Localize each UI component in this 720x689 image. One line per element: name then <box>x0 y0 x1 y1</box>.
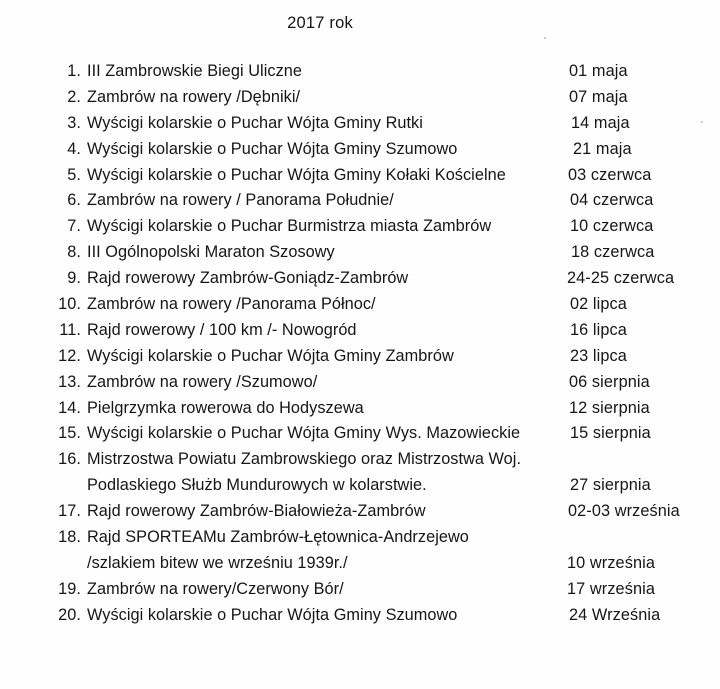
event-line <box>0 577 720 603</box>
event-line <box>0 396 720 422</box>
event-date: 07 maja <box>569 87 628 106</box>
event-item <box>0 525 720 577</box>
event-date: 23 lipca <box>570 346 627 365</box>
event-number: 8. <box>67 243 81 262</box>
event-number: 10. <box>58 295 81 314</box>
event-number: 12. <box>58 346 81 365</box>
event-name: Podlaskiego Służb Mundurowych w kolarstwie. <box>87 476 427 495</box>
event-line <box>0 292 720 318</box>
event-item <box>0 499 720 525</box>
event-item <box>0 59 720 85</box>
event-item <box>0 85 720 111</box>
event-number: 3. <box>67 113 81 132</box>
event-date: 02-03 września <box>568 502 680 521</box>
event-number: 4. <box>67 139 81 158</box>
event-date: 14 maja <box>571 113 630 132</box>
event-date: 17 września <box>567 579 655 598</box>
event-item <box>0 344 720 370</box>
event-date: 15 sierpnia <box>570 424 651 443</box>
event-number: 6. <box>67 191 81 210</box>
event-number: 16. <box>58 450 81 469</box>
event-date: 10 czerwca <box>570 217 654 236</box>
event-number: 14. <box>58 398 81 417</box>
event-line <box>0 344 720 370</box>
event-line <box>0 473 720 499</box>
event-line <box>0 214 720 240</box>
event-date: 10 września <box>567 553 655 572</box>
event-line <box>0 266 720 292</box>
event-name: Wyścigi kolarskie o Puchar Wójta Gminy Szumowo <box>87 605 458 624</box>
event-list <box>0 59 720 629</box>
event-line <box>0 370 720 396</box>
event-name: Wyścigi kolarskie o Puchar Wójta Gminy Kołaki Kościelne <box>87 165 506 184</box>
event-date: 12 sierpnia <box>569 398 650 417</box>
event-line <box>0 551 720 577</box>
event-item <box>0 318 720 344</box>
event-item <box>0 214 720 240</box>
event-line <box>0 111 720 137</box>
event-date: 24 Września <box>569 605 661 624</box>
event-date: 16 lipca <box>570 320 627 339</box>
event-line <box>0 603 720 629</box>
event-item <box>0 240 720 266</box>
event-item <box>0 370 720 396</box>
event-item <box>0 292 720 318</box>
event-number: 7. <box>67 217 81 236</box>
event-date: 03 czerwca <box>568 165 652 184</box>
event-name: Pielgrzymka rowerowa do Hodyszewa <box>87 398 364 417</box>
event-number: 19. <box>58 579 81 598</box>
event-date: 24-25 czerwca <box>567 269 675 288</box>
event-name: Rajd rowerowy Zambrów-Białowieża-Zambrów <box>87 502 426 521</box>
event-date: 02 lipca <box>570 295 627 314</box>
event-number: 18. <box>58 528 81 547</box>
event-line <box>0 85 720 111</box>
event-item <box>0 603 720 629</box>
event-item <box>0 396 720 422</box>
event-line <box>0 447 720 473</box>
event-item <box>0 163 720 189</box>
scan-speck <box>544 37 546 39</box>
event-name: Wyścigi kolarskie o Puchar Wójta Gminy Szumowo <box>87 139 458 158</box>
event-line <box>0 525 720 551</box>
event-number: 9. <box>67 269 81 288</box>
event-number: 20. <box>58 605 81 624</box>
event-name: Wyścigi kolarskie o Puchar Wójta Gminy Rutki <box>87 113 423 132</box>
event-name: III Ogólnopolski Maraton Szosowy <box>87 243 335 262</box>
event-item <box>0 188 720 214</box>
event-name: Rajd rowerowy / 100 km /- Nowogród <box>87 320 357 339</box>
event-name: Rajd rowerowy Zambrów-Goniądz-Zambrów <box>87 269 409 288</box>
event-number: 1. <box>67 62 81 80</box>
event-line <box>0 240 720 266</box>
event-item <box>0 111 720 137</box>
event-name: Zambrów na rowery/Czerwony Bór/ <box>87 579 344 598</box>
event-number: 11. <box>59 320 81 339</box>
event-line <box>0 421 720 447</box>
event-date: 27 sierpnia <box>570 476 651 495</box>
event-item <box>0 421 720 447</box>
event-date: 21 maja <box>573 139 632 158</box>
event-name: Zambrów na rowery /Panorama Północ/ <box>87 295 376 314</box>
event-item <box>0 137 720 163</box>
event-line <box>0 137 720 163</box>
event-date: 04 czerwca <box>570 191 654 210</box>
event-line <box>0 188 720 214</box>
event-name: Wyścigi kolarskie o Puchar Burmistrza miasta Zambrów <box>87 217 492 236</box>
event-item <box>0 577 720 603</box>
event-date: 18 czerwca <box>571 243 655 262</box>
event-name: Zambrów na rowery / Panorama Południe/ <box>87 191 394 210</box>
event-name: Rajd SPORTEAMu Zambrów-Łętownica-Andrzejewo <box>87 528 469 547</box>
event-number: 5. <box>67 165 81 184</box>
event-name: Zambrów na rowery /Dębniki/ <box>87 87 301 106</box>
event-date: 06 sierpnia <box>569 372 650 391</box>
event-name: Mistrzostwa Powiatu Zambrowskiego oraz Mistrzostwa Woj. <box>87 450 522 469</box>
event-number: 17. <box>58 502 81 521</box>
event-line <box>0 59 720 85</box>
event-line <box>0 499 720 525</box>
event-line <box>0 318 720 344</box>
event-name: III Zambrowskie Biegi Uliczne <box>87 62 302 80</box>
event-name: Zambrów na rowery /Szumowo/ <box>87 372 318 391</box>
document-title: 2017 rok <box>287 14 353 32</box>
event-line <box>0 163 720 189</box>
scan-speck <box>701 121 703 123</box>
event-name: Wyścigi kolarskie o Puchar Wójta Gminy Wys. Mazowieckie <box>87 424 521 443</box>
event-item <box>0 266 720 292</box>
event-date: 01 maja <box>569 62 628 80</box>
event-name: Wyścigi kolarskie o Puchar Wójta Gminy Zambrów <box>87 346 454 365</box>
event-number: 15. <box>58 424 81 443</box>
event-name: /szlakiem bitew we wrześniu 1939r./ <box>87 553 348 572</box>
event-item <box>0 447 720 499</box>
event-number: 13. <box>58 372 81 391</box>
event-number: 2. <box>67 87 81 106</box>
